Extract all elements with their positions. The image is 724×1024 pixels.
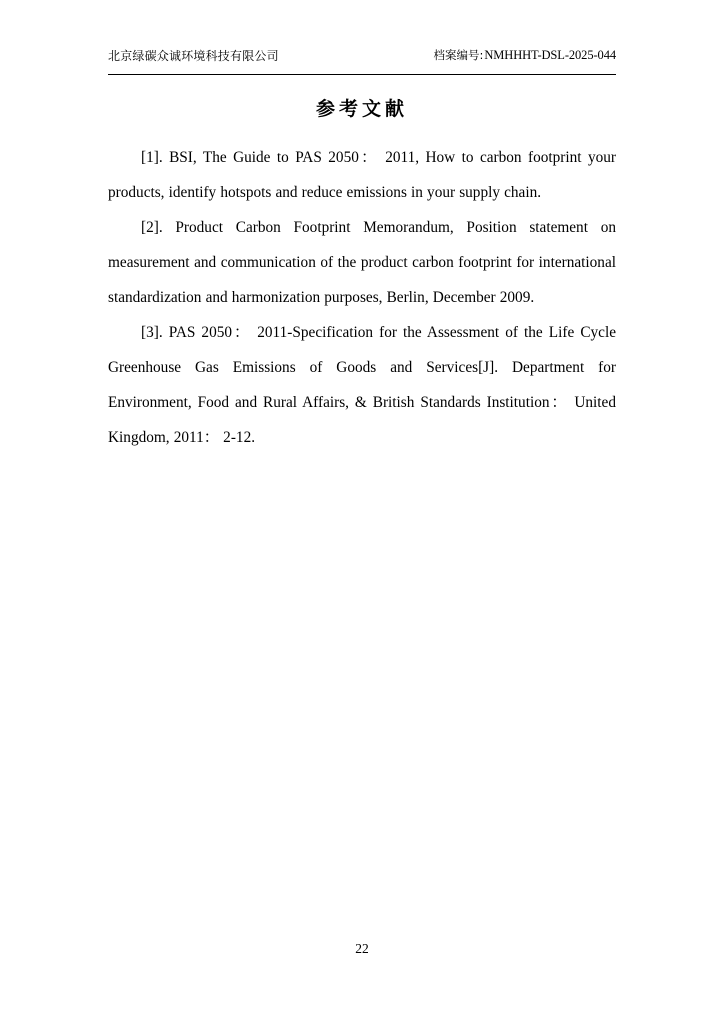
list-item: [1]. BSI, The Guide to PAS 2050： 2011, How to carbon footprint your products, identify hotspots and reduce emissions in your supply chain. bbox=[108, 149, 616, 201]
references-list bbox=[108, 140, 616, 455]
page-header bbox=[108, 48, 616, 63]
archive-number-value: NMHHHT-DSL-2025-044 bbox=[484, 48, 616, 62]
list-item: [3]. PAS 2050： 2011-Specification for the Assessment of the Life Cycle Greenhouse Gas Emissions of Goods and Services[J]. Department for Environment, Food and Rural Affairs, & British Standards Institution： United Kingdom, 2011： 2-12. bbox=[108, 324, 616, 446]
archive-number bbox=[433, 48, 616, 63]
header-divider bbox=[108, 74, 616, 75]
page-number: 22 bbox=[355, 941, 369, 956]
company-name: 北京绿碳众诚环境科技有限公司 bbox=[108, 48, 279, 63]
page-title: 参考文献 bbox=[315, 98, 408, 120]
list-item: [2]. Product Carbon Footprint Memorandum, Position statement on measurement and communication of the product carbon footprint for international standardization and harmonization purposes, Berlin, December 2009. bbox=[108, 219, 616, 306]
archive-number-label: 档案编号: bbox=[433, 48, 484, 62]
